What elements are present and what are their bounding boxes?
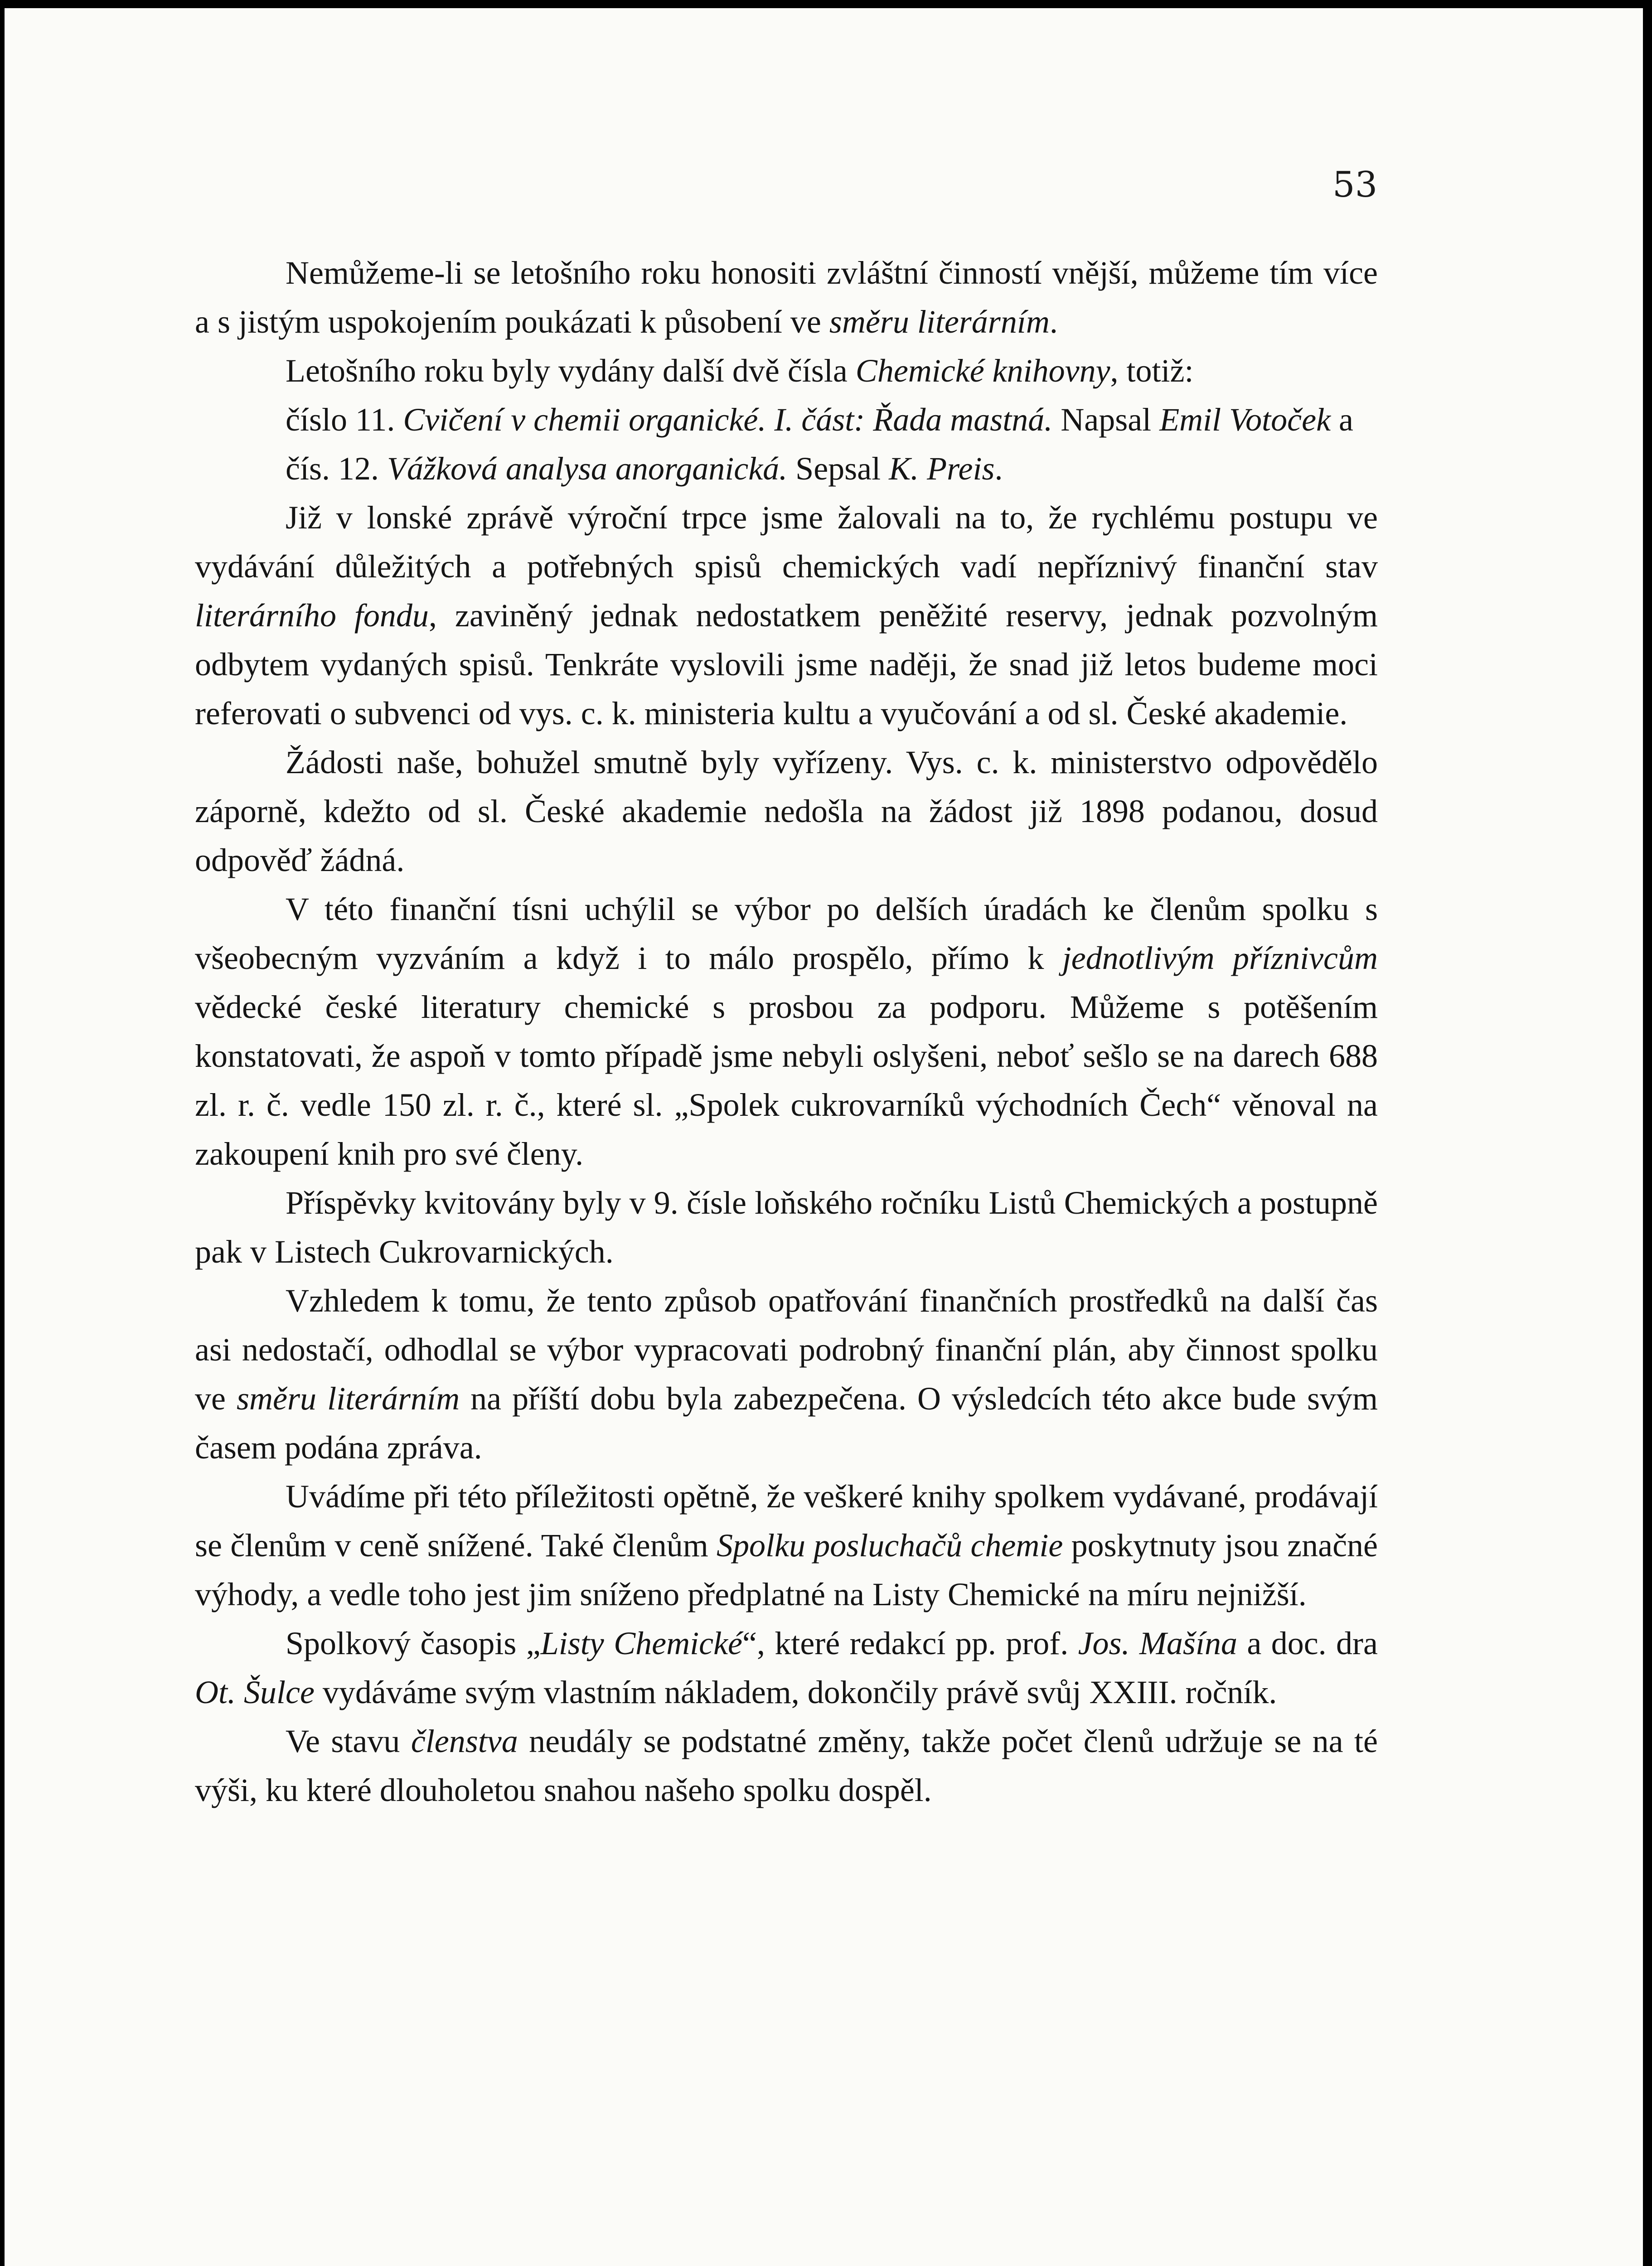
body-text [195, 248, 1378, 1815]
publication-item: čís. 12. Vážková analysa anorganická. Sepsal K. Preis. [286, 450, 1003, 487]
paragraph-funding-problems: Již v lonské zprávě výroční trpce jsme žalovali na to, že rychlému postupu ve vydávání důležitých a potřebných spisů chemických vadí nepříznivý finanční stav literárního fondu, zaviněný jednak nedostatkem peněžité reservy, jednak pozvolným odbytem vydaných spisů. Tenkráte vyslovili jsme naději, že snad již letos budeme moci referovati o subvenci od vys. c. k. ministeria kultu a vyučování a od sl. České akademie. [195, 499, 1378, 731]
paragraph-journal: Spolkový časopis „Listy Chemické“, které redakcí pp. prof. Jos. Mašína a doc. dra Ot. Šulce vydáváme svým vlastním nákladem, dokončily právě svůj XXIII. ročník. [195, 1625, 1378, 1710]
paragraph-publications-intro: Letošního roku byly vydány další dvě čísla Chemické knihovny, totiž: [286, 353, 1194, 389]
paragraph-member-discounts: Uvádíme při této příležitosti opětně, že veškeré knihy spolkem vydávané, prodávají se členům v ceně snížené. Také členům Spolku posluchačů chemie poskytnuty jsou značné výhody, a vedle toho jest jim sníženo předplatné na Listy Chemické na míru nejnižší. [195, 1478, 1378, 1612]
publication-item: číslo 11. Cvičení v chemii organické. I. část: Řada mastná. Napsal Emil Votoček a [286, 402, 1354, 438]
paragraph-membership: Ve stavu členstva neudály se podstatné změny, takže počet členů udržuje se na té výši, ku které dlouholetou snahou našeho spolku dospěl. [195, 1723, 1378, 1808]
page-number: 53 [1332, 165, 1378, 205]
book-page [5, 8, 1643, 2266]
paragraph-requests-denied: Žádosti naše, bohužel smutně byly vyřízeny. Vys. c. k. ministerstvo odpovědělo záporně, kdežto od sl. České akademie nedošla na žádost již 1898 podanou, dosud odpověď žádná. [195, 744, 1378, 878]
paragraph-literary-activity: Nemůžeme-li se letošního roku honositi zvláštní činností vnější, můžeme tím více a s jistým uspokojením poukázati k působení ve směru literárním. [195, 255, 1378, 340]
paragraph-donations: V této finanční tísni uchýlil se výbor po delších úradách ke členům spolku s všeobecným vyzváním a když i to málo prospělo, přímo k jednotlivým příznivcům vědecké české literatury chemické s prosbou za podporu. Můžeme s potěšením konstatovati, že aspoň v tomto případě jsme nebyli oslyšeni, neboť sešlo se na darech 688 zl. r. č. vedle 150 zl. r. č., které sl. „Spolek cukrovarníků východních Čech“ věnoval na zakoupení knih pro své členy. [195, 891, 1378, 1172]
paragraph-financial-plan: Vzhledem k tomu, že tento způsob opatřování finančních prostředků na další čas asi nedostačí, odhodlal se výbor vypracovati podrobný finanční plán, aby činnost spolku ve směru literárním na příští dobu byla zabezpečena. O výsledcích této akce bude svým časem podána zpráva. [195, 1283, 1378, 1466]
paragraph-contributions-acknowledged: Příspěvky kvitovány byly v 9. čísle loňského ročníku Listů Chemických a postupně pak v Listech Cukrovarnických. [195, 1185, 1378, 1270]
